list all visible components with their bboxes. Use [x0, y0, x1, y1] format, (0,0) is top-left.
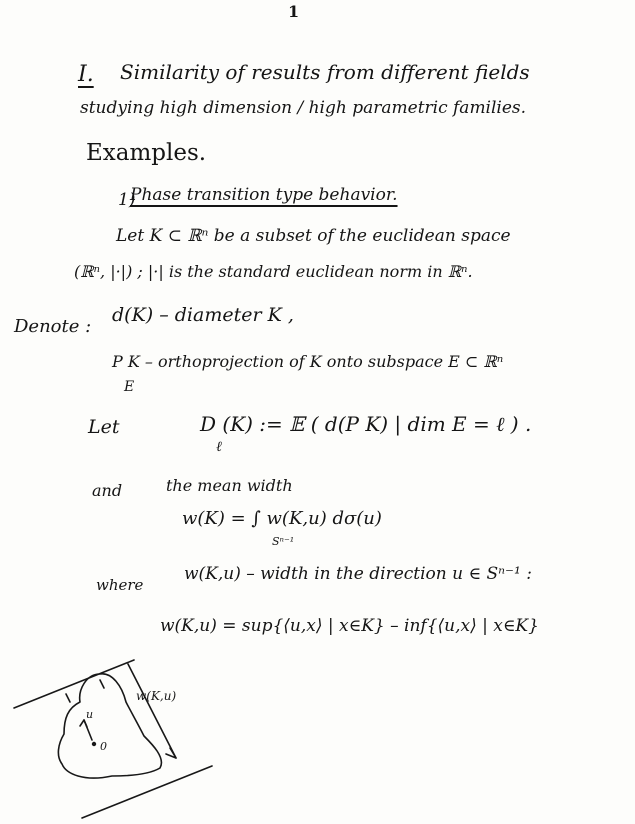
- width-arrowhead: [166, 748, 176, 758]
- direction-arrowhead: [80, 720, 87, 727]
- tick-mark-a: [66, 694, 70, 702]
- let-label: Let: [88, 416, 120, 438]
- mean-width-label: the mean width: [166, 476, 293, 495]
- origin-point: [92, 742, 96, 746]
- formula-diameter-expectation: D (K) := 𝔼 ( d(P K) | dim E = ℓ ) .: [200, 412, 532, 436]
- item-number: 1): [118, 190, 136, 210]
- projection-subscript: E: [124, 379, 135, 395]
- section-title-line-1: Similarity of results from different fields: [120, 60, 530, 84]
- width-diagram-svg: [0, 640, 240, 820]
- width-diagram: [0, 640, 240, 820]
- support-line-top: [14, 660, 134, 708]
- where-label: where: [96, 576, 144, 594]
- section-title-line-2: studying high dimension / high parametric families.: [80, 98, 527, 118]
- denote-label: Denote :: [14, 316, 92, 337]
- section-numeral: I.: [78, 62, 94, 87]
- diameter-definition: d(K) – diameter K ,: [112, 304, 294, 326]
- formula-subscript-l: ℓ: [216, 439, 222, 455]
- tick-mark-b: [100, 680, 104, 688]
- width-label: w(K,u): [136, 689, 177, 703]
- support-line-bottom: [82, 766, 212, 818]
- origin-label: 0: [100, 740, 107, 753]
- page-number: 1: [288, 2, 300, 21]
- item-title: Phase transition type behavior.: [130, 185, 398, 205]
- examples-heading: Examples.: [86, 140, 207, 166]
- u-label: u: [86, 708, 94, 721]
- integral-domain: Sⁿ⁻¹: [272, 535, 295, 548]
- euclidean-space-line: (ℝⁿ, |·|) ; |·| is the standard euclidean norm in ℝⁿ.: [74, 262, 473, 281]
- directional-width-definition: w(K,u) – width in the direction u ∈ Sⁿ⁻¹ :: [184, 564, 532, 584]
- mean-width-integral: w(K) = ∫ w(K,u) dσ(u): [182, 508, 382, 529]
- let-subset-line: Let K ⊂ ℝⁿ be a subset of the euclidean space: [116, 226, 511, 246]
- projection-definition: P K – orthoprojection of K onto subspace E ⊂ ℝⁿ: [112, 352, 504, 371]
- width-sup-inf-formula: w(K,u) = sup{⟨u,x⟩ | x∈K} – inf{⟨u,x⟩ | x∈K}: [160, 616, 539, 636]
- and-label: and: [92, 481, 123, 500]
